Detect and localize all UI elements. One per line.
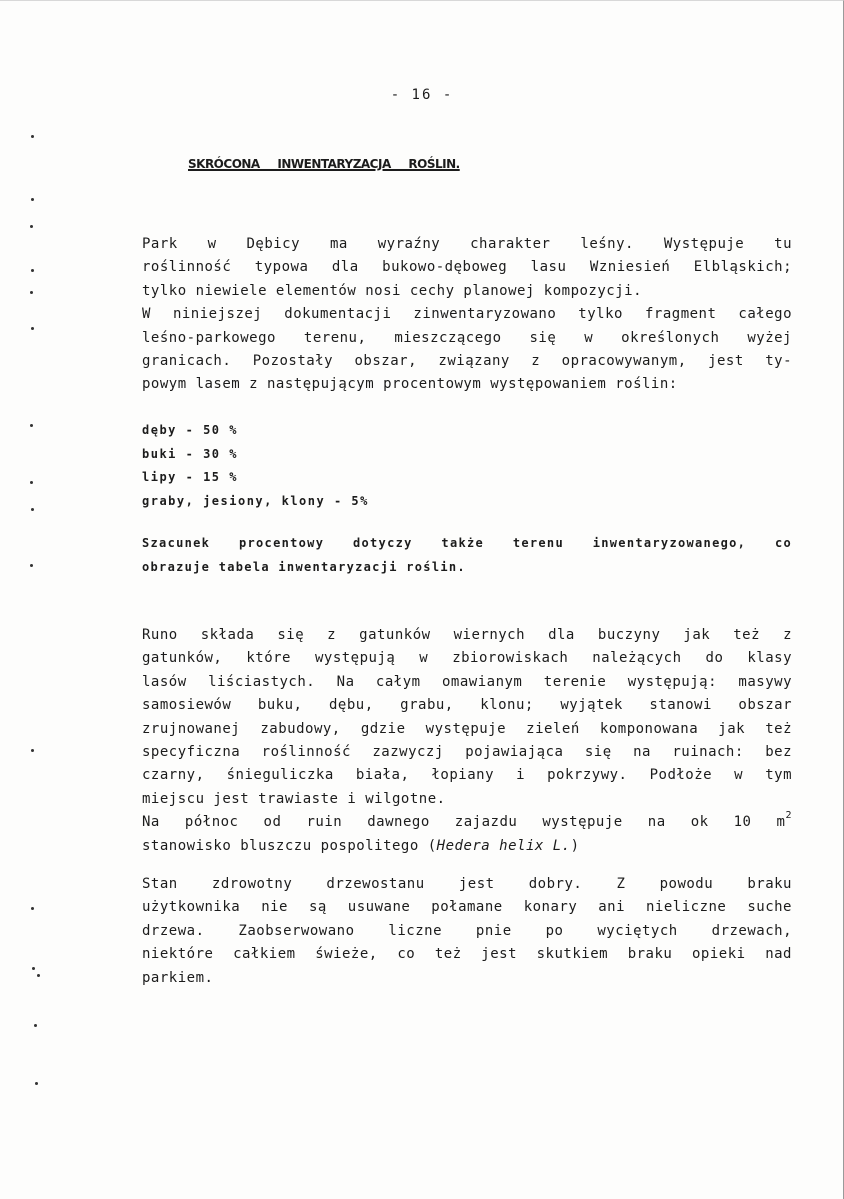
scan-speck [31,269,34,272]
text-line: tylko niewiele elementów nosi cechy planowej kompozycji. [142,282,643,299]
ivy-text-2: stanowisko bluszczu pospolitego ( [142,837,437,854]
text-line: czarny, śnieguliczka biała, łopiany i pokrzywy. Podłoże w tym [142,767,792,784]
list-item: graby, jesiony, klony - 5% [142,493,369,508]
text-line: parkiem. [142,969,214,986]
scan-speck [30,424,33,427]
list-item: lipy - 15 % [142,470,238,484]
scan-speck [31,508,34,511]
text-line: leśno-parkowego terenu, mieszczącego się w określonych wyżej [142,329,792,346]
ivy-line [142,811,792,834]
health-paragraph [142,873,792,990]
text-line: niektóre całkiem świeże, co też jest skutkiem braku opieki nad [142,946,792,963]
text-line: powym lasem z następującym procentowym występowaniem roślin: [142,376,678,393]
text-line: gatunków, które występują w zbiorowiskach należących do klasy [142,650,792,667]
scan-speck [34,1024,37,1027]
text-line: zrujnowanej zabudowy, gdzie występuje zieleń komponowana jak też [142,720,792,737]
scan-speck [31,135,34,138]
scan-speck [30,225,33,228]
text-line: drzewa. Zaobserwowano liczne pnie po wyciętych drzewach, [142,922,792,939]
estimate-note [142,531,792,579]
text-line: miejscu jest trawiaste i wilgotne. [142,790,446,807]
page-number: - 16 - [390,87,454,103]
text-line: granicach. Pozostały obszar, związany z opracowywanym, jest ty- [142,353,792,370]
scan-speck [30,481,33,484]
text-line: Szacunek procentowy dotyczy także terenu inwentaryzowanego, co [142,536,792,550]
intro-paragraph [142,233,792,397]
text-line: obrazuje tabela inwentaryzacji roślin. [142,560,466,574]
scan-speck [31,907,34,910]
text-line: użytkownika nie są usuwane połamane konary ani nieliczne suche [142,899,792,916]
text-line: Stan zdrowotny drzewostanu jest dobry. Z powodu braku [142,876,792,892]
scan-speck [31,327,34,330]
text-line: specyficzna roślinność zazwyczj pojawiająca się na ruinach: bez [142,744,792,761]
undergrowth-paragraph [142,624,792,858]
list-item: dęby - 50 % [142,423,238,437]
text-line: W niniejszej dokumentacji zinwentaryzowano tylko fragment całego [142,306,792,323]
scan-speck [30,564,33,567]
text-line: Park w Dębicy ma wyraźny charakter leśny. Występuje tu [142,236,792,252]
closing-paren: ) [570,837,580,854]
scan-speck [37,974,40,977]
scan-speck [31,749,34,752]
text-line: Runo składa się z gatunków wiernych dla buczyny jak też z [142,627,792,643]
scan-speck [32,967,35,970]
scan-speck [31,198,34,201]
text-line: lasów liściastych. Na całym omawianym terenie występują: masywy [142,673,792,690]
section-title: SKRÓCONA INWENTARYZACJA ROŚLIN. [188,157,460,171]
text-line: roślinność typowa dla bukowo-dęboweg lasu Wzniesień Elbląskich; [142,259,792,276]
ivy-line-2 [142,835,792,858]
latin-name: Hedera helix L. [436,837,571,854]
species-percent-list [142,419,792,513]
ivy-text: Na północ od ruin dawnego zajazdu występuje na ok 10 m [142,814,786,831]
scan-speck [30,291,33,294]
list-item: buki - 30 % [142,446,238,461]
scan-speck [35,1082,38,1085]
text-line: samosiewów buku, dębu, grabu, klonu; wyjątek stanowi obszar [142,697,792,714]
superscript: 2 [785,810,792,822]
